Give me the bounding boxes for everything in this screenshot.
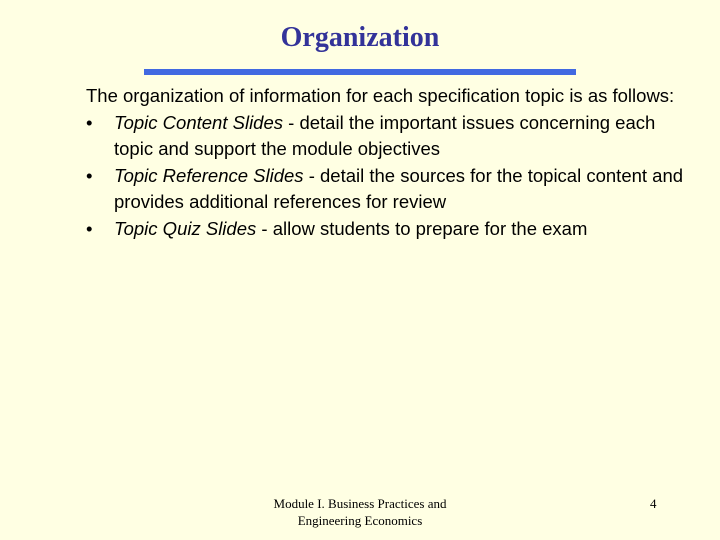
bullet-term: Topic Reference Slides [114, 164, 304, 186]
bullet-term: Topic Content Slides [114, 111, 284, 133]
title-underline [144, 69, 576, 75]
bullet-icon: • [86, 217, 93, 239]
bullet-item [86, 110, 686, 163]
footer-line-1: Module I. Business Practices and [273, 496, 447, 511]
bullet-list [86, 110, 686, 243]
slide-body [86, 83, 686, 242]
bullet-text: - detail the sources for the topical content and provides additional references for review [114, 164, 684, 212]
slide-footer [240, 495, 480, 529]
bullet-text: - detail the important issues concerning each topic and support the module objectives [114, 111, 656, 159]
bullet-icon: • [86, 164, 93, 186]
bullet-text: - allow students to prepare for the exam [256, 217, 588, 239]
slide-title: Organization [280, 22, 440, 53]
bullet-item [86, 163, 686, 216]
bullet-icon: • [86, 111, 93, 133]
intro-text: The organization of information for each specification topic is as follows: [86, 85, 675, 106]
page-number: 4 [650, 496, 657, 511]
footer-line-2: Engineering Economics [297, 513, 423, 528]
bullet-item [86, 216, 686, 243]
bullet-term: Topic Quiz Slides [114, 217, 257, 239]
